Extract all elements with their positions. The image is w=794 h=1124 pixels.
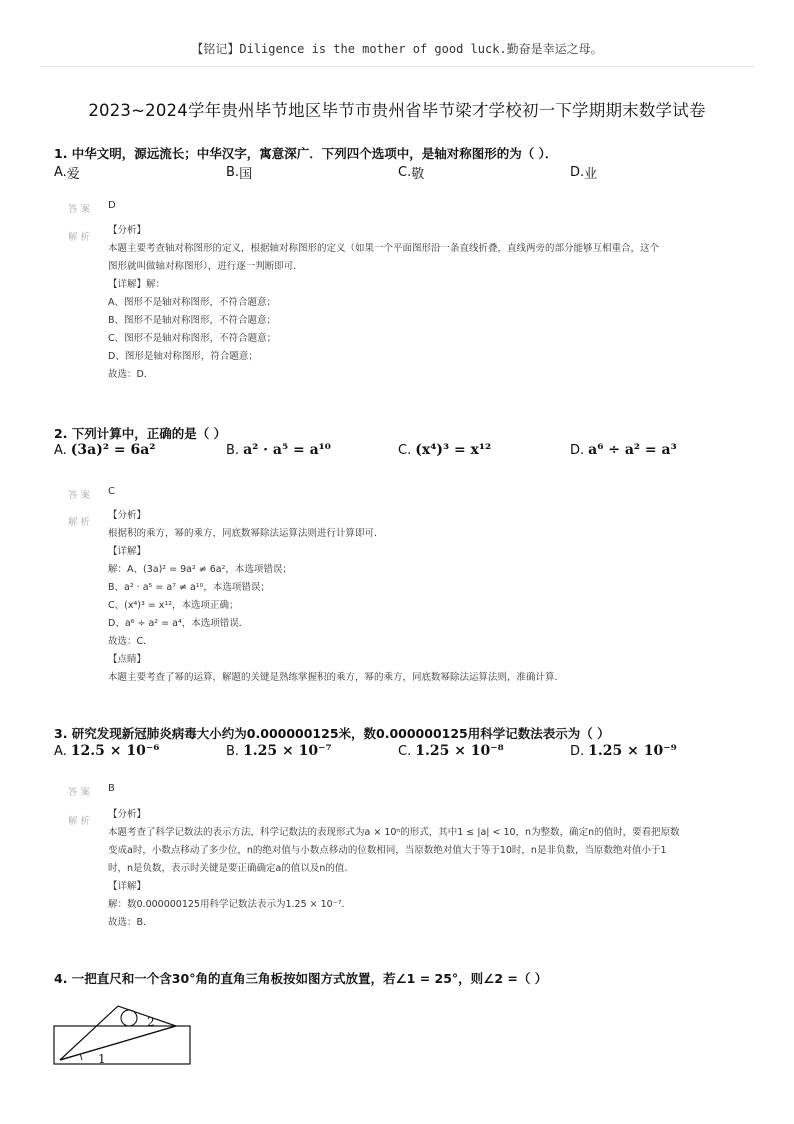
q1-explanation (108, 222, 728, 384)
option-key: C. (398, 442, 412, 458)
option-key: B. (226, 442, 240, 458)
exp-line: C、(x⁴)³ = x¹²，本选项正确； (108, 600, 239, 611)
option-text: 国 (239, 167, 253, 182)
exp-line: A、图形不是轴对称图形，不符合题意； (108, 297, 276, 308)
exp-line: B、图形不是轴对称图形，不符合题意； (108, 315, 277, 326)
exp-line: 变成a时，小数点移动了多少位，n的绝对值与小数点移动的位数相同，当原数绝对值大于等于10时，n是非负数，当原数绝对值小于1 (108, 845, 667, 856)
option-key: C. (398, 165, 412, 180)
q3-option-b[interactable] (226, 743, 332, 759)
exp-line: B、a² · a⁵ = a⁷ ≠ a¹⁰，本选项错误； (108, 582, 270, 593)
analysis-label: 解析 (68, 816, 94, 827)
exp-line: 【分析】 (108, 225, 147, 236)
option-text: 1.25 × 10⁻⁹ (588, 743, 677, 759)
answer-label: 答案 (68, 490, 94, 501)
question-3-stem: 3. 研究发现新冠肺炎病毒大小约为0.000000125米，数0.000000125用科学记数法表示为（ ） (54, 726, 610, 741)
exp-line: 时，n是负数，表示时关键是要正确确定a的值以及n的值． (108, 863, 354, 874)
option-key: B. (226, 165, 240, 180)
set-square-outline (60, 1006, 176, 1060)
set-square-hole (121, 1010, 137, 1026)
exp-line: 【分析】 (108, 510, 147, 521)
q1-answer: D (108, 200, 116, 211)
q2-explanation (108, 507, 728, 687)
option-text: (3a)² = 6a² (70, 442, 156, 458)
exp-line: 【详解】 (108, 881, 147, 892)
page-title: 2023~2024学年贵州毕节地区毕节市贵州省毕节梁才学校初一下学期期末数学试卷 (88, 101, 706, 120)
ruler-outline (54, 1026, 190, 1064)
exp-line: D、图形是轴对称图形，符合题意； (108, 351, 258, 362)
option-key: A. (54, 442, 67, 458)
q3-explanation (108, 806, 728, 932)
ruler-triangle-figure (52, 1004, 194, 1072)
option-key: D. (570, 743, 585, 759)
exp-line: 图形就叫做轴对称图形），进行逐一判断即可． (108, 261, 303, 272)
q3-option-a[interactable] (54, 743, 159, 759)
q2-option-c[interactable] (398, 442, 491, 458)
question-2-options (54, 442, 754, 468)
q3-answer: B (108, 783, 115, 794)
q2-option-a[interactable] (54, 442, 155, 458)
q3-option-c[interactable] (398, 743, 504, 759)
geometry-diagram (52, 1004, 194, 1068)
exp-line: 本题考查了科学记数法的表示方法，科学记数法的表现形式为a × 10ⁿ的形式，其中1 ≤ |a| < 10，n为整数，确定n的值时，要看把原数 (108, 827, 680, 838)
option-text: a² · a⁵ = a¹⁰ (243, 442, 331, 458)
motto-banner: 【铭记】Diligence is the mother of good luck.勤奋是幸运之母。 (191, 42, 603, 56)
analysis-label: 解析 (68, 517, 94, 528)
exp-line: 解：A、(3a)² = 9a² ≠ 6a²，本选项错误； (108, 564, 292, 575)
option-key: A. (54, 165, 67, 180)
q2-option-d[interactable] (570, 442, 677, 458)
question-2-stem: 2. 下列计算中，正确的是（ ） (54, 426, 227, 441)
exp-line: 【详解】解： (108, 279, 166, 290)
q2-answer: C (108, 486, 115, 497)
question-1-stem: 1. 中华文明，源远流长；中华汉字，寓意深广．下列四个选项中，是轴对称图形的为（ ）． (54, 146, 558, 161)
exp-line: 故选：C． (108, 636, 153, 647)
angle-2-label: 2 (147, 1015, 155, 1029)
exp-line: 故选：D． (108, 369, 154, 380)
q1-option-c[interactable] (398, 163, 424, 182)
header-divider (40, 66, 754, 67)
answer-label: 答案 (68, 787, 94, 798)
q2-option-b[interactable] (226, 442, 331, 458)
q1-option-b[interactable] (226, 163, 252, 182)
option-key: C. (398, 743, 412, 759)
answer-label: 答案 (68, 204, 94, 215)
exp-line: 【点睛】 (108, 654, 147, 665)
exp-line: 解：数0.000000125用科学记数法表示为1.25 × 10⁻⁷． (108, 899, 352, 910)
analysis-label: 解析 (68, 232, 94, 243)
exp-line: 【详解】 (108, 546, 147, 557)
option-key: D. (570, 442, 585, 458)
option-text: 1.25 × 10⁻⁷ (243, 743, 332, 759)
exp-line: C、图形不是轴对称图形，不符合题意； (108, 333, 277, 344)
option-text: a⁶ ÷ a² = a³ (588, 442, 677, 458)
option-key: B. (226, 743, 240, 759)
option-text: 1.25 × 10⁻⁸ (415, 743, 504, 759)
exp-line: 【分析】 (108, 809, 147, 820)
q3-option-d[interactable] (570, 743, 677, 759)
exp-line: 本题主要考查轴对称图形的定义，根据轴对称图形的定义（如果一个平面图形沿一条直线折叠，直线两旁的部分能够互相重合，这个 (108, 243, 660, 254)
option-text: (x⁴)³ = x¹² (415, 442, 492, 458)
question-4-stem: 4. 一把直尺和一个含30°角的直角三角板按如图方式放置，若∠1 = 25°，则∠2 =（ ） (54, 971, 548, 986)
q1-option-a[interactable] (54, 163, 80, 182)
question-3-options (54, 743, 754, 769)
option-key: D. (570, 165, 585, 180)
option-text: 业 (584, 167, 598, 182)
option-text: 敬 (411, 167, 425, 182)
exp-line: 本题主要考查了幂的运算，解题的关键是熟练掌握积的乘方，幂的乘方，同底数幂除法运算法则，准确计算． (108, 672, 565, 683)
option-key: A. (54, 743, 67, 759)
q1-option-d[interactable] (570, 163, 597, 182)
option-text: 爱 (66, 167, 80, 182)
exp-line: D、a⁶ ÷ a² = a⁴，本选项错误． (108, 618, 249, 629)
question-1-options (54, 163, 754, 189)
option-text: 12.5 × 10⁻⁶ (70, 743, 160, 759)
angle-1-label: 1 (98, 1052, 106, 1066)
angle-1-arc (80, 1054, 82, 1060)
exp-line: 根据积的乘方，幂的乘方，同底数幂除法运算法则进行计算即可． (108, 528, 384, 539)
exp-line: 故选：B． (108, 917, 153, 928)
